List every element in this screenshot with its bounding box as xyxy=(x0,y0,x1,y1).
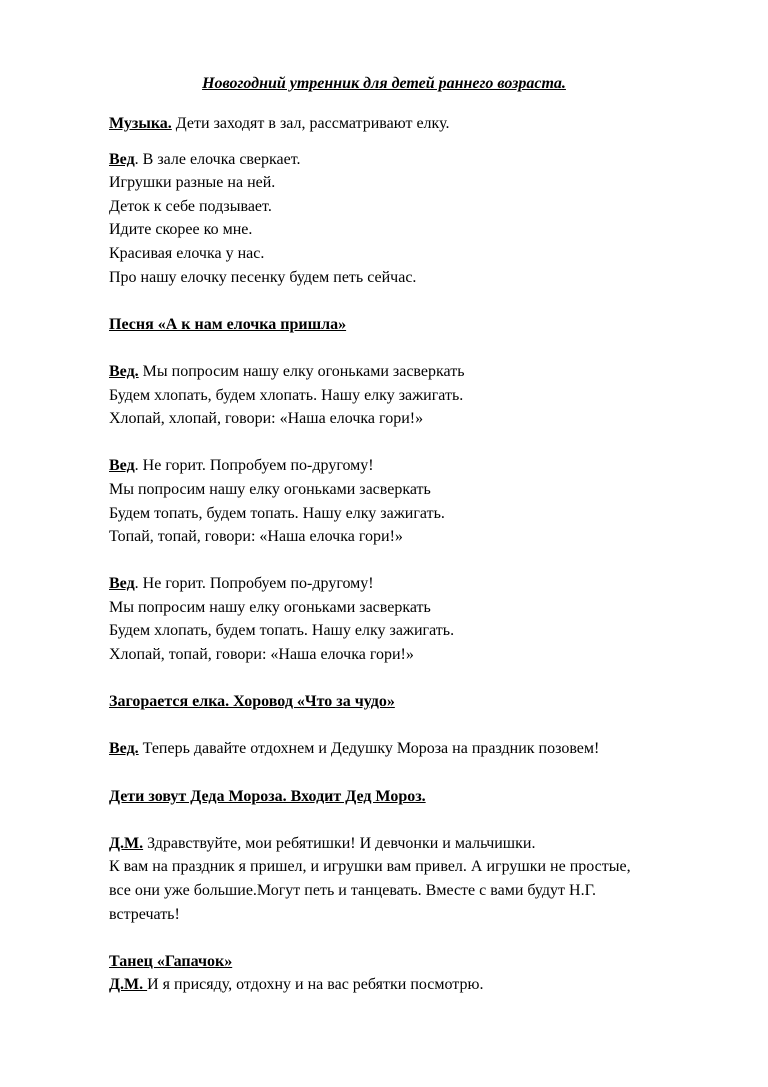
intro-line xyxy=(109,112,719,136)
line-text: Мы попросим нашу елку огоньками засверкать xyxy=(138,362,465,380)
verse-line: Идите скорее ко мне. xyxy=(109,221,253,239)
verse-line: Будем хлопать, будем топать. Нашу елку зажигать. xyxy=(109,622,455,640)
line-text: . В зале елочка сверкает. xyxy=(134,150,301,168)
speaker-label: Д.М. xyxy=(109,834,144,852)
line-text: . Не горит. Попробуем по-другому! xyxy=(134,575,374,593)
verse-line: Красивая елочка у нас. xyxy=(109,244,265,262)
verse-line: Будем хлопать, будем хлопать. Нашу елку зажигать. xyxy=(109,386,464,404)
verse-line: Мы попросим нашу елку огоньками засверкать xyxy=(109,598,431,616)
speaker-label: Вед xyxy=(109,575,135,593)
stage-direction: Загорается елка. Хоровод «Что за чудо» xyxy=(109,693,395,711)
speaker-label: Д.М. xyxy=(109,976,148,994)
stage-direction: Дети зовут Деда Мороза. Входит Дед Мороз. xyxy=(109,787,426,805)
verse-line: Хлопай, хлопай, говори: «Наша елочка гори!» xyxy=(109,410,424,428)
block7-line xyxy=(109,973,719,997)
verse-line: Топай, топай, говори: «Наша елочка гори!» xyxy=(109,528,403,546)
block2-line xyxy=(109,360,719,384)
block4-line xyxy=(109,572,719,596)
line-text: Теперь давайте отдохнем и Дедушку Мороза на праздник позовем! xyxy=(138,740,600,758)
block6-line xyxy=(109,832,719,856)
line-text: И я присяду, отдохну и на вас ребятки посмотрю. xyxy=(147,976,484,994)
block3-line xyxy=(109,454,719,478)
speaker-label: Музыка. xyxy=(109,115,172,132)
line-text: Дети заходят в зал, рассматривают елку. xyxy=(171,115,450,132)
verse-line: Деток к себе подзывает. xyxy=(109,197,272,215)
document-body xyxy=(109,112,719,997)
speaker-label: Вед xyxy=(109,457,135,475)
verse-line: все они уже большие.Могут петь и танцевать. Вместе с вами будут Н.Г. xyxy=(109,882,597,899)
block5-line xyxy=(109,737,719,761)
verse-line: Будем топать, будем топать. Нашу елку зажигать. xyxy=(109,504,445,522)
verse-line: встречать! xyxy=(109,905,180,923)
song-heading: Песня «А к нам елочка пришла» xyxy=(109,315,347,333)
block1-line xyxy=(109,148,719,172)
line-text: Здравствуйте, мои ребятишки! И девчонки и мальчишки. xyxy=(143,834,536,852)
document-title: Новогодний утренник для детей раннего возраста. xyxy=(202,75,566,92)
verse-line: Игрушки разные на ней. xyxy=(109,174,276,192)
verse-line: Про нашу елочку песенку будем петь сейчас. xyxy=(109,268,417,286)
verse-line: К вам на праздник я пришел, и игрушки вам привел. А игрушки не простые, xyxy=(109,858,631,876)
speaker-label: Вед xyxy=(109,150,135,168)
speaker-label: Вед. xyxy=(109,740,139,758)
line-text: . Не горит. Попробуем по-другому! xyxy=(134,457,374,475)
verse-line: Хлопай, топай, говори: «Наша елочка гори!» xyxy=(109,646,414,664)
dance-heading: Танец «Гапачок» xyxy=(109,952,233,970)
speaker-label: Вед. xyxy=(109,362,139,380)
verse-line: Мы попросим нашу елку огоньками засверкать xyxy=(109,480,431,498)
